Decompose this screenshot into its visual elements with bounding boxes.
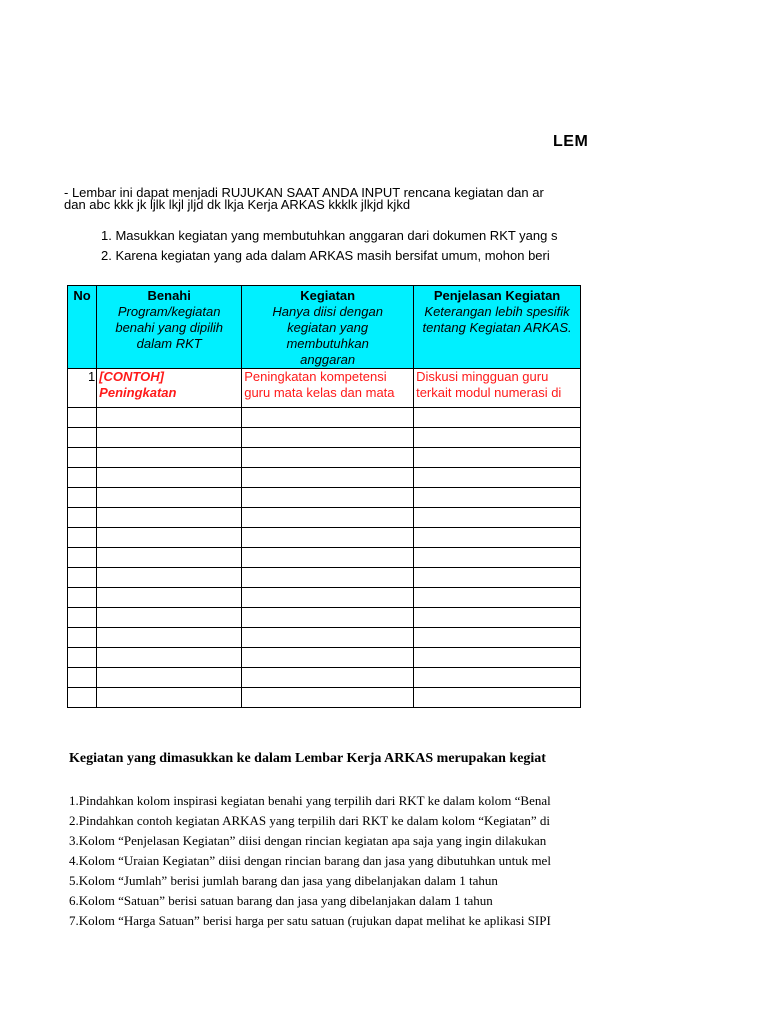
table-row [68, 688, 581, 708]
cell-no[interactable] [68, 668, 97, 688]
note-line-1: - Lembar ini dapat menjadi RUJUKAN SAAT ANDA INPUT rencana kegiatan dan ar [64, 185, 544, 200]
cell-penjelasan[interactable] [414, 408, 581, 428]
cell-no[interactable] [68, 428, 97, 448]
example-penjelasan-line-2: terkait modul numerasi di [416, 385, 562, 400]
cell-kegiatan[interactable] [242, 428, 414, 448]
cell-no[interactable] [68, 468, 97, 488]
cell-penjelasan[interactable] [414, 688, 581, 708]
cell-benahi[interactable] [97, 488, 242, 508]
cell-kegiatan[interactable] [242, 648, 414, 668]
table-row-example [68, 369, 581, 408]
cell-benahi[interactable] [97, 588, 242, 608]
cell-no[interactable] [68, 448, 97, 468]
table-row [68, 488, 581, 508]
table-header-row [68, 286, 581, 369]
cell-no[interactable] [68, 648, 97, 668]
instruction-item-1: 1. Masukkan kegiatan yang membutuhkan anggaran dari dokumen RKT yang s [101, 228, 558, 243]
footer-line-5: 5.Kolom “Jumlah” berisi jumlah barang dan jasa yang dibelanjakan dalam 1 tahun [69, 873, 498, 888]
footer-line-6: 6.Kolom “Satuan” berisi satuan barang dan jasa yang dibelanjakan dalam 1 tahun [69, 893, 493, 908]
cell-benahi[interactable] [97, 369, 242, 408]
cell-penjelasan[interactable] [414, 568, 581, 588]
cell-kegiatan[interactable] [242, 568, 414, 588]
cell-benahi[interactable] [97, 428, 242, 448]
cell-kegiatan[interactable] [242, 608, 414, 628]
example-penjelasan-line-1: Diskusi mingguan guru [416, 369, 549, 384]
cell-no[interactable] [68, 369, 97, 408]
note-line-2-clipped [64, 197, 411, 212]
footer-line-2: 2.Pindahkan contoh kegiatan ARKAS yang terpilih dari RKT ke dalam kolom “Kegiatan” di [69, 813, 551, 828]
cell-no[interactable] [68, 408, 97, 428]
cell-penjelasan[interactable] [414, 548, 581, 568]
cell-no[interactable] [68, 568, 97, 588]
table-row [68, 588, 581, 608]
cell-kegiatan[interactable] [242, 369, 414, 408]
cell-penjelasan[interactable] [414, 668, 581, 688]
cell-kegiatan[interactable] [242, 588, 414, 608]
cell-kegiatan[interactable] [242, 668, 414, 688]
cell-penjelasan[interactable] [414, 508, 581, 528]
cell-benahi[interactable] [97, 448, 242, 468]
cell-kegiatan[interactable] [242, 688, 414, 708]
cell-benahi[interactable] [97, 668, 242, 688]
cell-kegiatan[interactable] [242, 548, 414, 568]
footer-line-4: 4.Kolom “Uraian Kegiatan” diisi dengan rincian barang dan jasa yang dibutuhkan untuk mel [69, 853, 551, 868]
header-penjelasan-subtitle: Keterangan lebih spesifik tentang Kegiatan ARKAS. [422, 304, 572, 335]
cell-no[interactable] [68, 488, 97, 508]
footer-heading: Kegiatan yang dimasukkan ke dalam Lembar Kerja ARKAS merupakan kegiat [69, 751, 546, 766]
cell-no[interactable] [68, 528, 97, 548]
header-no [68, 286, 97, 369]
header-penjelasan [414, 286, 581, 369]
cell-benahi[interactable] [97, 508, 242, 528]
cell-kegiatan[interactable] [242, 508, 414, 528]
cell-penjelasan[interactable] [414, 468, 581, 488]
table-row [68, 608, 581, 628]
cell-no[interactable] [68, 508, 97, 528]
table-row [68, 528, 581, 548]
cell-kegiatan[interactable] [242, 528, 414, 548]
table-row [68, 428, 581, 448]
example-benahi-line-1: [CONTOH] [99, 369, 164, 384]
cell-benahi[interactable] [97, 648, 242, 668]
cell-penjelasan[interactable] [414, 588, 581, 608]
cell-no[interactable] [68, 588, 97, 608]
header-kegiatan [242, 286, 414, 369]
example-kegiatan-line-2: guru mata kelas dan mata [244, 385, 395, 400]
header-penjelasan-title: Penjelasan Kegiatan [433, 288, 561, 303]
example-no: 1 [87, 369, 96, 384]
cell-benahi[interactable] [97, 688, 242, 708]
header-benahi [97, 286, 242, 369]
footer-line-7: 7.Kolom “Harga Satuan” berisi harga per satu satuan (rujukan dapat melihat ke aplikasi SIPI [69, 913, 551, 928]
header-kegiatan-title: Kegiatan [300, 288, 356, 303]
cell-benahi[interactable] [97, 608, 242, 628]
footer-line-3: 3.Kolom “Penjelasan Kegiatan” diisi dengan rincian kegiatan apa saja yang ingin dilakukan [69, 833, 547, 848]
header-benahi-subtitle: Program/kegiatan benahi yang dipilih dalam RKT [115, 304, 224, 351]
example-kegiatan-line-1: Peningkatan kompetensi [244, 369, 387, 384]
table-row [68, 448, 581, 468]
cell-penjelasan[interactable] [414, 528, 581, 548]
cell-benahi[interactable] [97, 468, 242, 488]
cell-no[interactable] [68, 688, 97, 708]
cell-kegiatan[interactable] [242, 468, 414, 488]
cell-penjelasan[interactable] [414, 648, 581, 668]
cell-no[interactable] [68, 608, 97, 628]
table-row [68, 408, 581, 428]
cell-penjelasan[interactable] [414, 628, 581, 648]
header-no-title: No [73, 288, 91, 303]
cell-penjelasan[interactable] [414, 608, 581, 628]
cell-kegiatan[interactable] [242, 408, 414, 428]
instruction-item-2: 2. Karena kegiatan yang ada dalam ARKAS masih bersifat umum, mohon beri [101, 248, 550, 263]
cell-penjelasan[interactable] [414, 448, 581, 468]
cell-no[interactable] [68, 628, 97, 648]
cell-benahi[interactable] [97, 568, 242, 588]
cell-penjelasan[interactable] [414, 369, 581, 408]
cell-penjelasan[interactable] [414, 488, 581, 508]
header-kegiatan-subtitle: Hanya diisi dengan kegiatan yang membutuhkan anggaran [272, 304, 383, 367]
table-row [68, 568, 581, 588]
table-row [68, 648, 581, 668]
activity-table [67, 285, 581, 708]
cell-benahi[interactable] [97, 528, 242, 548]
table-row [68, 508, 581, 528]
cell-kegiatan[interactable] [242, 488, 414, 508]
cell-no[interactable] [68, 548, 97, 568]
page-title: LEM [553, 133, 589, 150]
cell-kegiatan[interactable] [242, 628, 414, 648]
cell-kegiatan[interactable] [242, 448, 414, 468]
cell-benahi[interactable] [97, 628, 242, 648]
table-row [68, 468, 581, 488]
cell-benahi[interactable] [97, 408, 242, 428]
footer-line-1: 1.Pindahkan kolom inspirasi kegiatan benahi yang terpilih dari RKT ke dalam kolom “Benal [69, 793, 551, 808]
cell-benahi[interactable] [97, 548, 242, 568]
note-line-2-text: dan abc kkk jk ljlk lkjl jljd dk lkja Kerja ARKAS kkklk jlkjd kjkd [64, 197, 411, 212]
table-row [68, 628, 581, 648]
cell-penjelasan[interactable] [414, 428, 581, 448]
header-benahi-title: Benahi [147, 288, 191, 303]
example-benahi-line-2: Peningkatan [99, 385, 177, 400]
table-row [68, 668, 581, 688]
table-row [68, 548, 581, 568]
